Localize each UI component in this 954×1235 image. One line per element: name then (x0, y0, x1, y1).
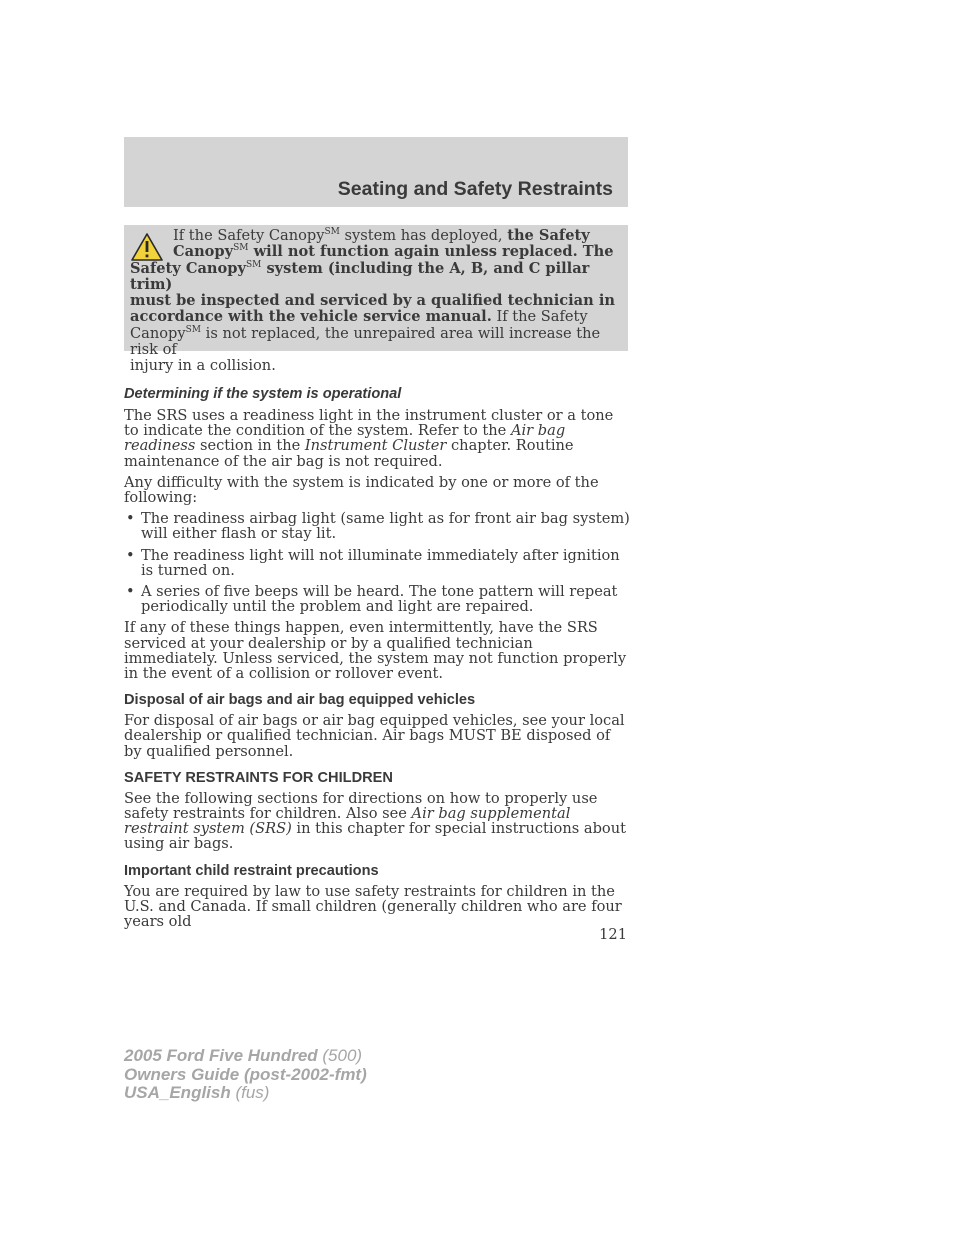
text-segment: The SRS uses a readiness light in the instrument cluster or a tone to indicate the condition of the system. Refer to the (124, 407, 614, 440)
warning-text-segment: Canopy (130, 324, 186, 342)
warning-box (124, 225, 628, 375)
header-band (124, 137, 628, 207)
service-mark: SM (233, 243, 249, 254)
service-mark: SM (245, 259, 262, 270)
list-item: • The readiness airbag light (same light as for front air bag system) will either flash or stay lit. (124, 511, 630, 541)
warning-text (130, 228, 618, 375)
warning-bold-text: must be inspected and serviced by a qualified technician in (130, 292, 615, 310)
page-number: 121 (599, 926, 627, 943)
section-heading-children: SAFETY RESTRAINTS FOR CHILDREN (124, 769, 393, 786)
paragraph (124, 408, 630, 469)
cross-reference: Instrument Cluster (304, 437, 447, 455)
paragraph: If any of these things happen, even intermittently, have the SRS serviced at your dealership or by a qualified technician immediately. Unless serviced, the system may not function properly in the event of a collision or rollover event. (124, 619, 627, 683)
paragraph: Any difficulty with the system is indicated by one or more of the following: (124, 473, 599, 507)
warning-text-segment: If the Safety (491, 308, 588, 326)
warning-bold-text: accordance with the vehicle service manual. (130, 308, 492, 326)
warning-bold-text: system (including the A, B, and C pillar trim) (130, 259, 590, 293)
warning-bold-text: the Safety (507, 227, 590, 244)
paragraph: You are required by law to use safety restraints for children in the U.S. and Canada. If small children (generally children who are four years old (124, 882, 622, 931)
bullet-list (124, 511, 630, 614)
text-segment: See the following sections for directions on how to properly use safety restraints for children. Also see (124, 789, 598, 823)
warning-text-segment: system has deployed, (339, 227, 508, 244)
paragraph: For disposal of air bags or air bag equipped vehicles, see your local dealership or qualified technician. Air bags MUST BE disposed of by qualified personnel. (124, 712, 625, 760)
warning-bold-text: will not function again unless replaced. The (248, 243, 614, 261)
warning-bold-text: Safety Canopy (130, 259, 246, 277)
footer-model: 2005 Ford Five Hundred (124, 1046, 318, 1065)
paragraph (124, 791, 630, 852)
document-footer (124, 1047, 367, 1103)
warning-text-segment: If the Safety Canopy (173, 227, 325, 244)
footer-language-code: (fus) (230, 1083, 270, 1102)
warning-bold-text: Canopy (173, 243, 234, 261)
main-content (124, 385, 630, 935)
service-mark: SM (324, 227, 340, 238)
section-heading-precautions: Important child restraint precautions (124, 862, 379, 879)
list-item: • A series of five beeps will be heard. The tone pattern will repeat periodically until the problem and light are repaired. (124, 584, 630, 614)
footer-model-code: (500) (317, 1046, 363, 1065)
section-heading-disposal: Disposal of air bags and air bag equipped vehicles (124, 692, 476, 709)
footer-language: USA_English (124, 1083, 231, 1102)
section-heading-operational: Determining if the system is operational (124, 386, 402, 402)
service-mark: SM (185, 324, 202, 335)
list-item: • The readiness light will not illuminate immediately after ignition is turned on. (124, 548, 630, 578)
cross-reference: Air bag readiness (124, 422, 566, 455)
warning-text-segment: injury in a collision. (130, 357, 276, 375)
footer-guide: Owners Guide (post-2002-fmt) (124, 1064, 367, 1084)
warning-text-segment: is not replaced, the unrepaired area will increase the risk of (130, 324, 601, 359)
cross-reference: Air bag supplemental restraint system (SRS) (124, 805, 571, 838)
text-segment: in this chapter for special instructions about using air bags. (124, 820, 626, 853)
warning-triangle-icon (130, 232, 164, 262)
text-segment: chapter. Routine maintenance of the air bag is not required. (124, 437, 574, 470)
page-title: Seating and Safety Restraints (337, 178, 613, 200)
text-segment: section in the (195, 437, 305, 455)
